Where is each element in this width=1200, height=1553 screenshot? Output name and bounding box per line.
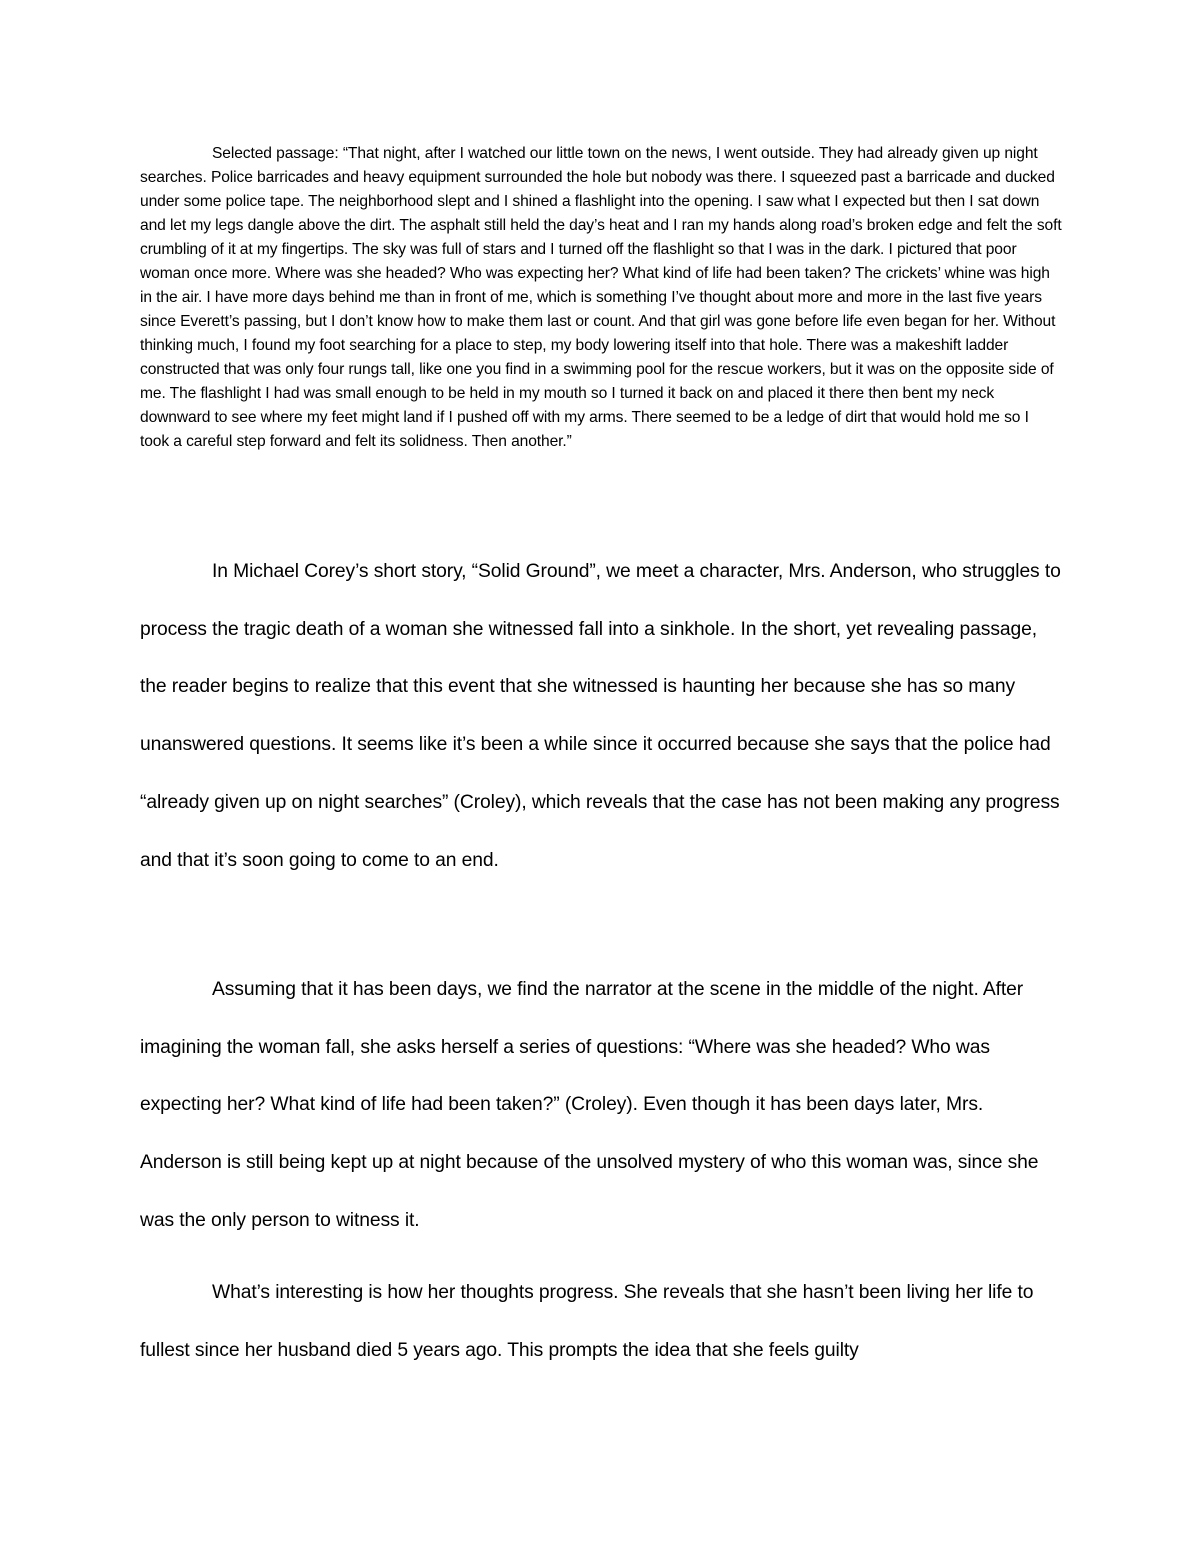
essay-paragraph-3: What’s interesting is how her thoughts progress. She reveals that she hasn’t been living her life to fullest since her husband died 5 years ago. This prompts the idea that she feels guilty (140, 1282, 1034, 1361)
essay-paragraph-2: Assuming that it has been days, we find the narrator at the scene in the middle of the night. After imagining the woman fall, she asks herself a series of questions: “Where was she headed? Who was expecting her? What kind of life had been taken?” (Croley). Even though it has been days later, Mrs. Anderson is still being kept up at night because of the unsolved mystery of who this woman was, since she was the only person to witness it. (140, 979, 1039, 1231)
selected-passage: Selected passage: “That night, after I watched our little town on the news, I went outside. They had already given up night searches. Police barricades and heavy equipment surrounded the hole but nobody was there. I squeezed past a barricade and ducked under some police tape. The neighborhood slept and I shined a flashlight into the opening. I saw what I expected but then I sat down and let my legs dangle above the dirt. The asphalt still held the day’s heat and I ran my hands along road’s broken edge and felt the soft crumbling of it at my fingertips. The sky was full of stars and I turned off the flashlight so that I was in the dark. I pictured that poor woman once more. Where was she headed? Who was expecting her? What kind of life had been taken? The crickets’ whine was high in the air. I have more days behind me than in front of me, which is something I’ve thought about more and more in the last five years since Everett’s passing, but I don’t know how to make them last or count. And that girl was gone before life even began for her. Without thinking much, I found my foot searching for a place to step, my body lowering itself into that hole. There was a makeshift ladder constructed that was only four rungs tall, like one you find in a swimming pool for the rescue workers, but it was on the opposite side of me. The flashlight I had was small enough to be held in my mouth so I turned it back on and placed it there then bent my neck downward to see where my feet might land if I pushed off with my arms. There seemed to be a ledge of dirt that would hold me so I took a careful step forward and felt its solidness. Then another.” (140, 145, 1062, 450)
essay-paragraph-1: In Michael Corey’s short story, “Solid Ground”, we meet a character, Mrs. Anderson, who struggles to process the tragic death of a woman she witnessed fall into a sinkhole. In the short, yet revealing passage, the reader begins to realize that this event that she witnessed is haunting her because she has so many unanswered questions. It seems like it’s been a while since it occurred because she says that the police had “already given up on night searches” (Croley), which reveals that the case has not been making any progress and that it’s soon going to come to an end. (140, 561, 1061, 871)
